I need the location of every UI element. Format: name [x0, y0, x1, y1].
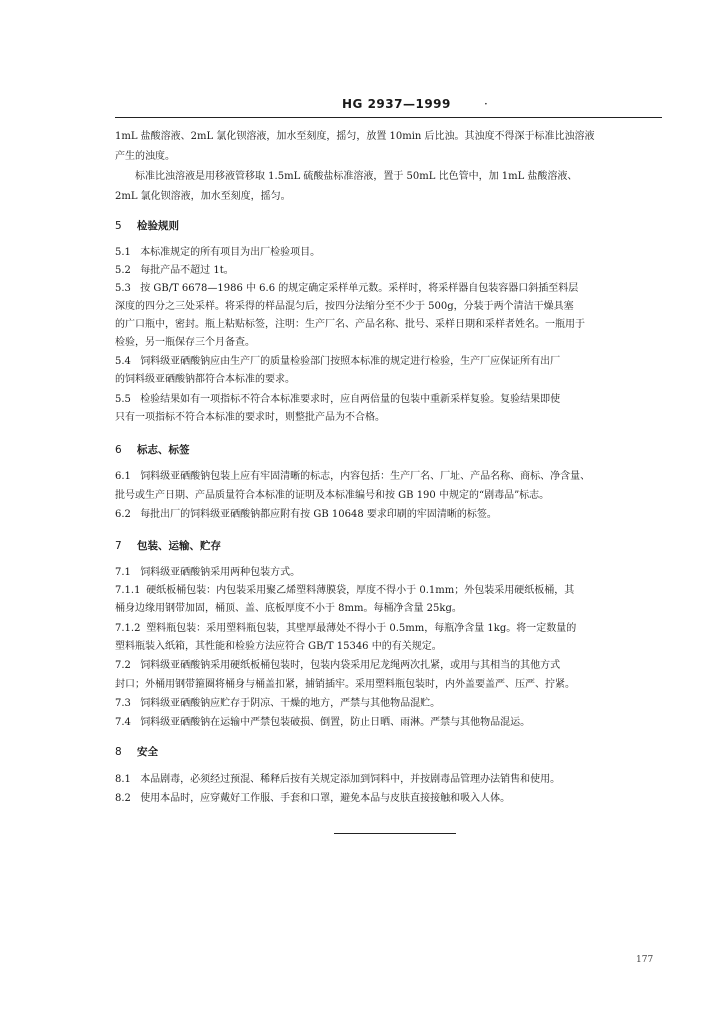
clause-text-line: 批号或生产日期、产品质量符合本标准的证明及本标准编号和按 GB 190 中规定的“剧毒品”标志。	[115, 490, 550, 501]
section-title: 标志、标签	[137, 444, 190, 456]
clause-number: 7.3	[115, 698, 131, 709]
section-number: 6	[115, 444, 122, 456]
clause-6-2	[115, 508, 670, 522]
clause-number: 5.3	[115, 283, 131, 294]
clause-text-line: 封口；外桶用钢带箍圈将桶身与桶盖扣紧，捕销插牢。采用塑料瓶包装时，内外盖要盖严、压严、拧紧。	[115, 679, 575, 690]
section-heading-8	[115, 745, 158, 759]
clause-number: 6.2	[115, 509, 131, 520]
clause-text: 按 GB/T 6678—1986 中 6.6 的规定确定采样单元数。采样时，将采样器自包装容器口斜插至料层	[140, 283, 579, 294]
clause-7-1-1	[115, 584, 670, 598]
clause-5-2	[115, 264, 670, 278]
clause-text-line: 只有一项指标不符合本标准的要求时，则整批产品为不合格。	[115, 412, 385, 423]
section-number: 7	[115, 540, 122, 552]
clause-number: 7.1.2	[115, 623, 141, 634]
clause-number: 8.1	[115, 774, 131, 785]
clause-text: 饲料级亚硒酸钠采用两种包装方式。	[140, 567, 301, 578]
clause-number: 5.4	[115, 356, 131, 367]
clause-8-1	[115, 773, 670, 787]
body-paragraph-line: 产生的浊度。	[115, 151, 175, 162]
section-heading-7	[115, 539, 221, 553]
section-title: 包装、运输、贮存	[137, 540, 221, 552]
clause-text-line: 的饲料级亚硒酸钠都符合本标准的要求。	[115, 374, 295, 385]
clause-text: 饲料级亚硒酸钠采用硬纸板桶包装时，包装内袋采用尼龙绳两次扎紧，或用与其相当的其他方式	[140, 660, 561, 671]
clause-text: 检验结果如有一项指标不符合本标准要求时，应自两倍量的包装中重新采样复验。复验结果即使	[140, 394, 561, 405]
body-paragraph-line: 1mL 盐酸溶液、2mL 氯化钡溶液，加水至刻度，摇匀，放置 10min 后比浊。其浊度不得深于标准比浊溶液	[115, 131, 595, 142]
section-number: 8	[115, 746, 122, 758]
clause-8-2	[115, 792, 670, 806]
clause-text-line: 检验，另一瓶保存三个月备查。	[115, 337, 255, 348]
clause-7-1-2	[115, 622, 670, 636]
clause-number: 8.2	[115, 793, 131, 804]
clause-text: 饲料级亚硒酸钠应由生产厂的质量检验部门按照本标准的规定进行检验，生产厂应保证所有出厂	[140, 356, 561, 367]
clause-number: 5.2	[115, 265, 131, 276]
clause-text-line: 深度的四分之三处采样。将采得的样品混匀后，按四分法缩分至不少于 500g，分装于两个清洁干燥具塞	[115, 301, 574, 312]
clause-5-4	[115, 355, 670, 369]
section-title: 检验规则	[137, 220, 179, 232]
clause-number: 7.1.1	[115, 585, 141, 596]
header-dot: ·	[484, 97, 488, 111]
clause-number: 6.1	[115, 471, 131, 482]
clause-text: 硬纸板桶包装：内包装采用聚乙烯塑料薄膜袋，厚度不得小于 0.1mm；外包装采用硬纸板桶，其	[146, 585, 575, 596]
clause-7-1	[115, 566, 670, 580]
clause-7-4	[115, 716, 670, 730]
standard-code-header: HG 2937—1999	[342, 97, 451, 111]
section-heading-5	[115, 219, 179, 233]
clause-text: 每批产品不超过 1t。	[140, 265, 234, 276]
section-heading-6	[115, 443, 190, 457]
clause-text: 本品剧毒，必须经过预混、稀释后按有关规定添加到饲料中，并按剧毒品管理办法销售和使用。	[140, 774, 561, 785]
clause-text: 每批出厂的饲料级亚硒酸钠都应附有按 GB 10648 要求印刷的牢固清晰的标签。	[140, 509, 497, 520]
clause-5-5	[115, 393, 670, 407]
end-of-text-rule	[334, 833, 456, 834]
section-number: 5	[115, 220, 122, 232]
clause-6-1	[115, 470, 670, 484]
header-rule	[115, 117, 662, 118]
clause-number: 5.5	[115, 394, 131, 405]
clause-number: 7.1	[115, 567, 131, 578]
clause-text: 饲料级亚硒酸钠在运输中严禁包装破损、倒置，防止日晒、雨淋。严禁与其他物品混运。	[140, 717, 531, 728]
section-title: 安全	[137, 746, 158, 758]
clause-text: 饲料级亚硒酸钠包装上应有牢固清晰的标志，内容包括：生产厂名、厂址、产品名称、商标、净含量、	[140, 471, 591, 482]
clause-text-line: 的广口瓶中，密封。瓶上粘贴标签，注明：生产厂名、产品名称、批号、采样日期和采样者姓名。一瓶用于	[115, 319, 585, 330]
clause-number: 5.1	[115, 247, 131, 258]
body-paragraph-line: 标准比浊溶液是用移液管移取 1.5mL 硫酸盐标准溶液，置于 50mL 比色管中，加 1mL 盐酸溶液、	[135, 171, 578, 182]
body-paragraph-line: 2mL 氯化钡溶液，加水至刻度，摇匀。	[115, 191, 291, 202]
clause-text: 饲料级亚硒酸钠应贮存于阴凉、干燥的地方，严禁与其他物品混贮。	[140, 698, 441, 709]
clause-number: 7.4	[115, 717, 131, 728]
clause-text-line: 塑料瓶装入纸箱，其性能和检验方法应符合 GB/T 15346 中的有关规定。	[115, 641, 442, 652]
clause-text: 本标准规定的所有项目为出厂检验项目。	[140, 247, 321, 258]
clause-7-2	[115, 659, 670, 673]
clause-text: 塑料瓶包装：采用塑料瓶包装，其壁厚最薄处不得小于 0.5mm，每瓶净含量 1kg。将一定数量的	[146, 623, 577, 634]
clause-text-line: 桶身边缘用钢带加固，桶顶、盖、底板厚度不小于 8mm。每桶净含量 25kg。	[115, 603, 462, 614]
clause-5-3	[115, 282, 670, 296]
page-number: 177	[636, 955, 654, 965]
clause-7-3	[115, 697, 670, 711]
clause-text: 使用本品时，应穿戴好工作服、手套和口罩，避免本品与皮肤直接接触和吸入人体。	[140, 793, 511, 804]
clause-number: 7.2	[115, 660, 131, 671]
clause-5-1	[115, 246, 670, 260]
